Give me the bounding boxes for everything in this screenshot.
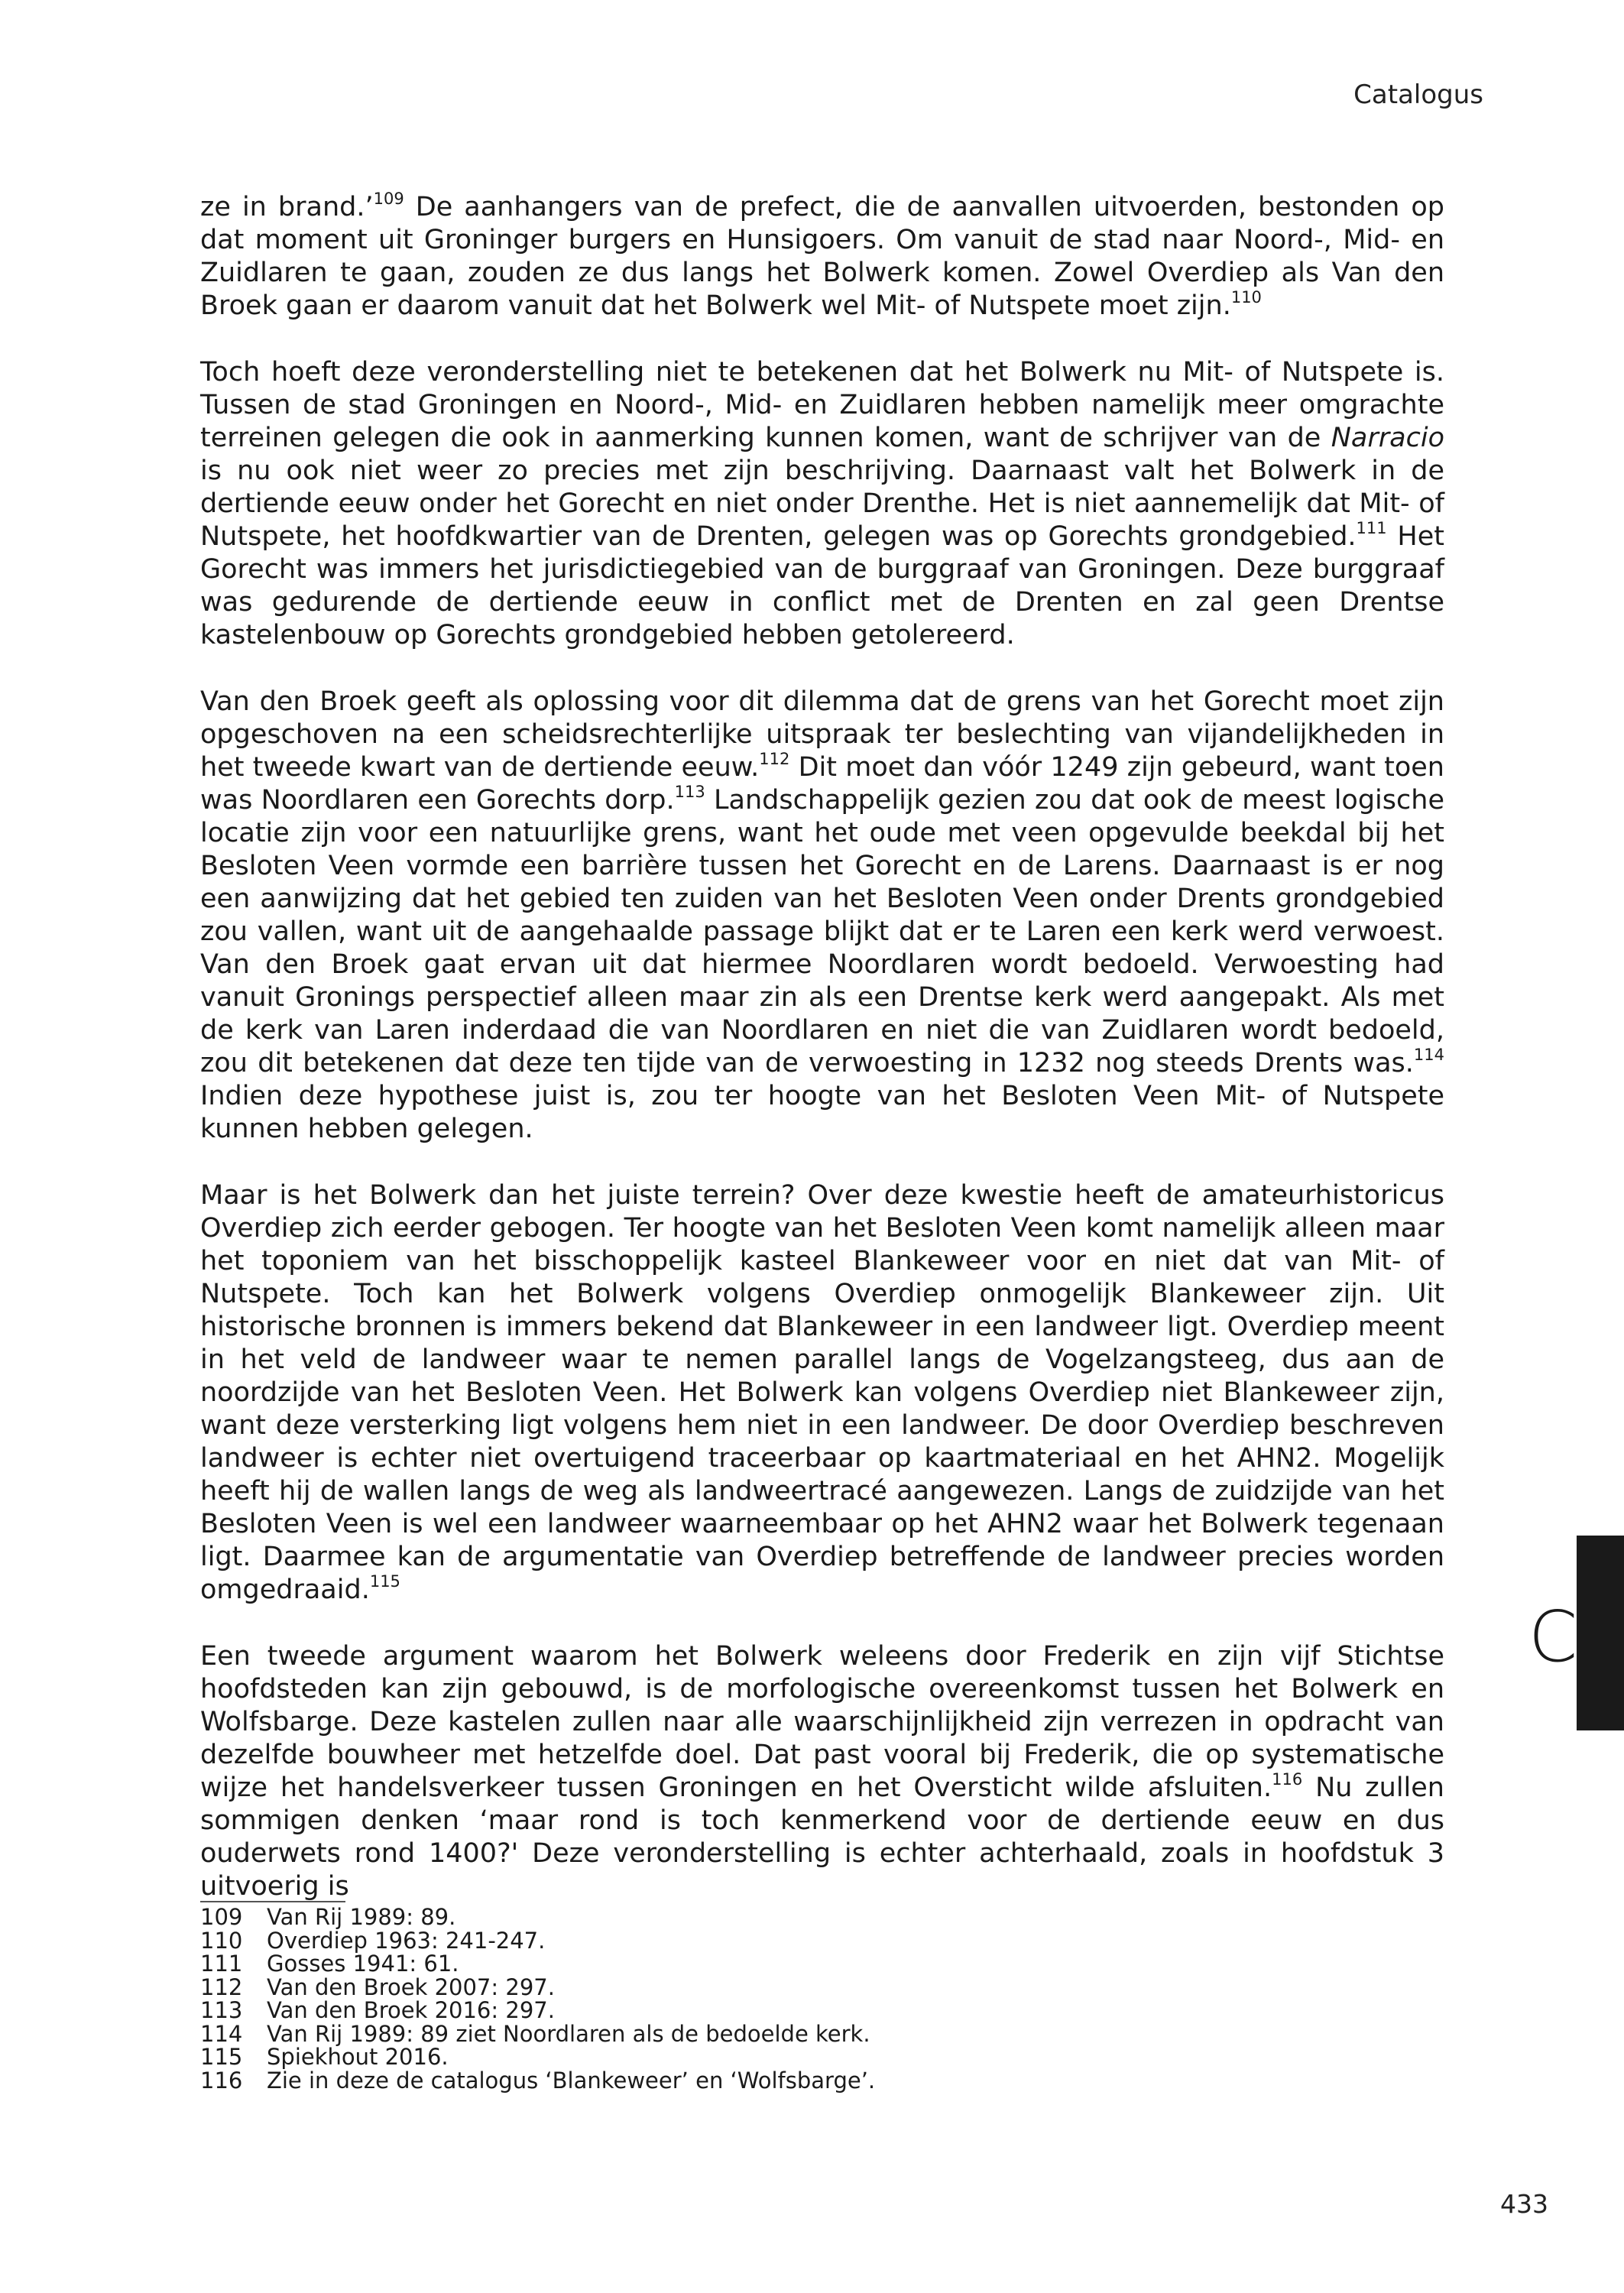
body-paragraph [200,1179,1444,1607]
body-paragraph [200,686,1444,1146]
text-run: Van den Broek geeft als oplossing voor dit dilemma dat de grens van het Gorecht moet zijn opgeschoven na een scheidsrechterlijke uitspraak ter beslechting van vijandelijkheden in het tweede kwart van de dertiende eeuw. [200,686,1444,783]
body-paragraph [200,191,1444,323]
footnote-number: 112 [200,1974,243,2000]
footnotes [200,1905,1270,2092]
footnote-reference: 114 [1413,1046,1444,1065]
text-run: Een tweede argument waarom het Bolwerk weleens door Frederik en zijn vijf Stichtse hoofdsteden kan zijn gebouwd, is de morfologische overeenkomst tussen het Bolwerk en Wolfsbarge. Deze kastelen zullen naar alle waarschijnlijkheid zijn verrezen in opdracht van dezelfde bouwheer met hetzelfde doel. Dat past vooral bij Frederik, die op systematische wijze het handelsverkeer tussen Groningen en het Oversticht wilde afsluiten. [200,1641,1444,1803]
footnote-text: Spiekhout 2016. [267,2044,449,2070]
footnote-item [200,2069,1270,2093]
footnote-reference: 111 [1356,519,1387,538]
footnote-number: 114 [200,2020,243,2047]
footnote-number: 116 [200,2067,243,2094]
footnote-text: Zie in deze de catalogus ‘Blankeweer’ en ‘Wolfsbarge’. [267,2067,876,2094]
footnote-text: Overdiep 1963: 241-247. [267,1927,546,1954]
footnote-reference: 116 [1272,1770,1303,1789]
footnote-reference: 110 [1230,288,1262,307]
text-run: is nu ook niet weer zo precies met zijn beschrijving. Daarnaast valt het Bolwerk in de dertiende eeuw onder het Gorecht en niet onder Drenthe. Het is niet aannemelijk dat Mit- of Nutspete, het hoofdkwartier van de Drenten, gelegen was op Gorechts grondgebied. [200,456,1444,552]
footnote-number: 109 [200,1904,243,1930]
running-head: Catalogus [1353,79,1483,110]
section-tab-bar [1577,1536,1624,1730]
footnote-text: Van Rij 1989: 89 ziet Noordlaren als de bedoelde kerk. [267,2020,870,2047]
text-run: Toch hoeft deze veronderstelling niet te betekenen dat het Bolwerk nu Mit- of Nutspete is. Tussen de stad Groningen en Noord-, Mid- en Zuidlaren hebben namelijk meer omgrachte terreinen gelegen die ook in aanmerking kunnen komen, want de schrijver van de [200,357,1444,453]
text-run: De aanhangers van de prefect, die de aanvallen uitvoerden, bestonden op dat moment uit Groninger burgers en Hunsigoers. Om vanuit de stad naar Noord-, Mid- en Zuidlaren te gaan, zouden ze dus langs het Bolwerk komen. Zowel Overdiep als Van den Broek gaan er daarom vanuit dat het Bolwerk wel Mit- of Nutspete moet zijn. [200,192,1444,321]
footnote-item [200,1905,1270,1929]
footnote-item [200,2045,1270,2069]
footnote-item [200,1999,1270,2022]
footnote-item [200,2022,1270,2046]
section-tab-letter: C [1528,1596,1578,1678]
footnote-number: 110 [200,1927,243,1954]
text-run: ze in brand.’ [200,192,374,222]
footnote-divider [200,1901,345,1902]
text-run: Nu zullen sommigen denken ‘maar rond is toch kenmerkend voor de dertiende eeuw en dus ouderwets rond 1400?' Deze veronderstelling is echter achterhaald, zoals in hoofdstuk 3 uitvoerig is [200,1772,1444,1902]
page-number: 433 [1500,2189,1548,2219]
body-paragraph [200,1640,1444,1903]
body-paragraph [200,356,1444,652]
italic-title: Narracio [1331,423,1444,453]
text-run: Indien deze hypothese juist is, zou ter hoogte van het Besloten Veen Mit- of Nutspete kunnen hebben gelegen. [200,1081,1444,1144]
footnote-text: Van den Broek 2016: 297. [267,1997,555,2023]
text-run: Dit moet dan vóór 1249 zijn gebeurd, want toen was Noordlaren een Gorechts dorp. [200,752,1444,816]
footnote-number: 113 [200,1997,243,2023]
footnote-reference: 115 [369,1572,400,1591]
body-text [200,191,1444,1937]
footnote-item [200,1929,1270,1953]
footnote-item [200,1976,1270,1999]
text-run: Het Gorecht was immers het jurisdictiegebied van de burggraaf van Groningen. Deze burggraaf was gedurende de dertiende eeuw in conflict met de Drenten en zal geen Drentse kastelenbouw op Gorechts grondgebied hebben getolereerd. [200,521,1444,650]
footnote-text: Gosses 1941: 61. [267,1951,459,1977]
footnote-item [200,1952,1270,1976]
footnote-text: Van den Broek 2007: 297. [267,1974,555,2000]
footnote-reference: 109 [373,190,404,209]
text-run: Maar is het Bolwerk dan het juiste terrein? Over deze kwestie heeft de amateurhistoricus Overdiep zich eerder gebogen. Ter hoogte van het Besloten Veen komt namelijk alleen maar het toponiem van het bisschoppelijk kasteel Blankeweer voor en niet dat van Mit- of Nutspete. Toch kan het Bolwerk volgens Overdiep onmogelijk Blankeweer zijn. Uit historische bronnen is immers bekend dat Blankeweer in een landweer ligt. Overdiep meent in het veld de landweer waar te nemen parallel langs de Vogelzangsteeg, dus aan de noordzijde van het Besloten Veen. Het Bolwerk kan volgens Overdiep niet Blankeweer zijn, want deze versterking ligt volgens hem niet in een landweer. De door Overdiep beschreven landweer is echter niet overtuigend traceerbaar op kaartmateriaal en het AHN2. Mogelijk heeft hij de wallen langs de weg als landweertracé aangewezen. Langs de zuidzijde van het Besloten Veen is wel een landweer waarneembaar op het AHN2 waar het Bolwerk tegenaan ligt. Daarmee kan de argumentatie van Overdiep betreffende de landweer precies worden omgedraaid. [200,1180,1444,1605]
footnote-number: 111 [200,1951,243,1977]
footnote-text: Van Rij 1989: 89. [267,1904,456,1930]
text-run: Landschappelijk gezien zou dat ook de meest logische locatie zijn voor een natuurlijke grens, want het oude met veen opgevulde beekdal bij het Besloten Veen vormde een barrière tussen het Gorecht en de Larens. Daarnaast is er nog een aanwijzing dat het gebied ten zuiden van het Besloten Veen onder Drents grondgebied zou vallen, want uit de aangehaalde passage blijkt dat er te Laren een kerk werd verwoest. Van den Broek gaat ervan uit dat hiermee Noordlaren wordt bedoeld. Verwoesting had vanuit Gronings perspectief alleen maar zin als een Drentse kerk werd aangepakt. Als met de kerk van Laren inderdaad die van Noordlaren en niet die van Zuidlaren wordt bedoeld, zou dit betekenen dat deze ten tijde van de verwoesting in 1232 nog steeds Drents was. [200,785,1444,1078]
footnote-reference: 113 [674,783,705,802]
footnote-number: 115 [200,2044,243,2070]
footnote-reference: 112 [759,750,790,769]
